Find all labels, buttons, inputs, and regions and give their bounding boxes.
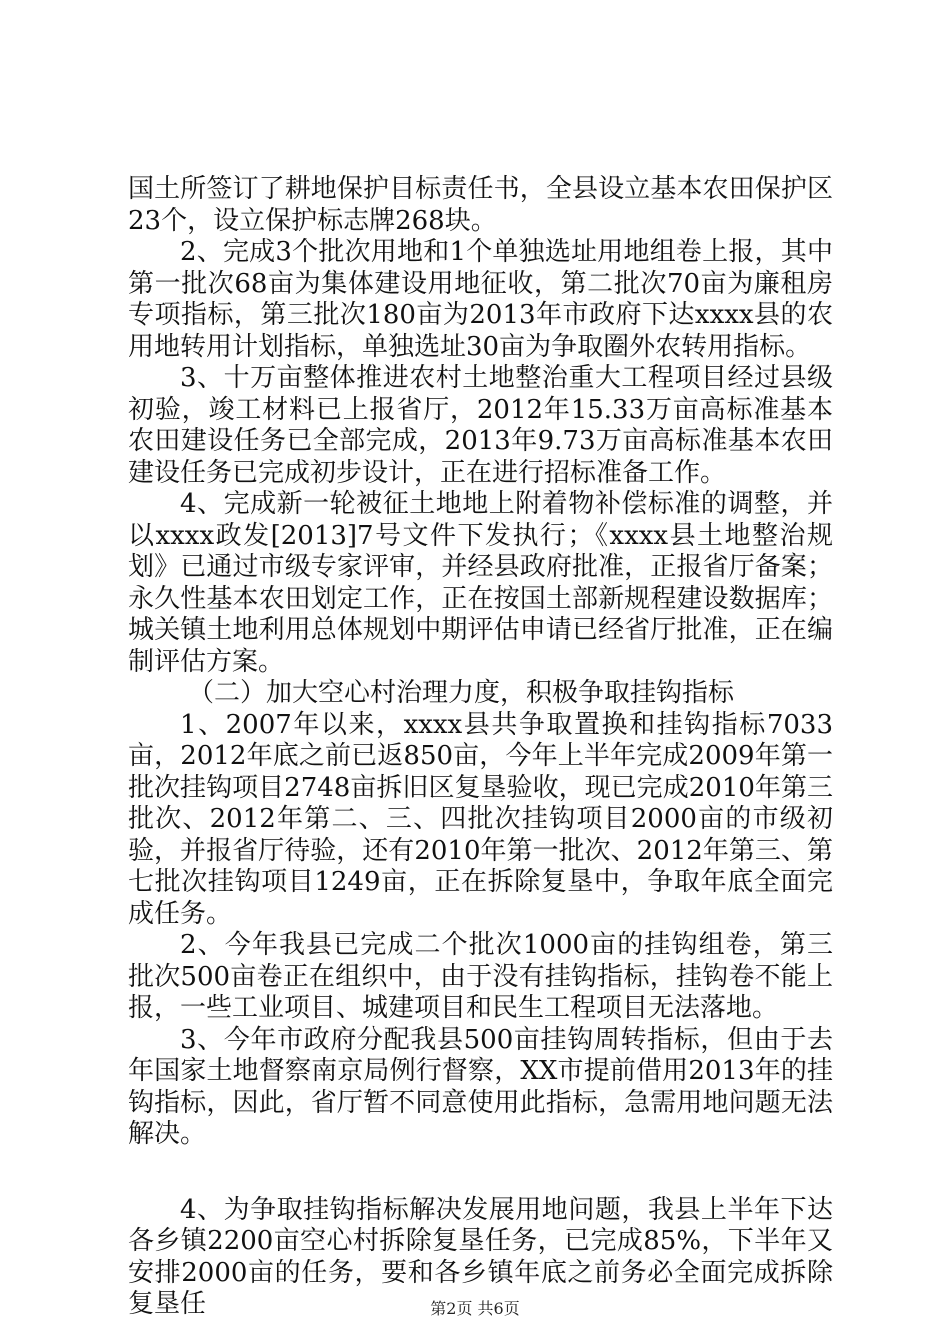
- paragraph-item-2: 2、完成3个批次用地和1个单独选址用地组卷上报，其中第一批次68亩为集体建设用地征收，第二批次70亩为廉租房专项指标，第三批次180亩为2013年市政府下达xxxx县的农用地转用计划指标，单独选址30亩为争取圈外农转用指标。: [128, 237, 833, 362]
- paragraph-continuation: 国土所签订了耕地保护目标责任书，全县设立基本农田保护区23个，设立保护标志牌268块。: [128, 174, 833, 236]
- paragraph-subitem-4: 4、为争取挂钩指标解决发展用地问题，我县上半年下达各乡镇2200亩空心村拆除复垦任务，已完成85%，下半年又安排2000亩的任务，要和各乡镇年底之前务必全面完成拆除复垦任: [128, 1194, 833, 1319]
- paragraph-subitem-3: 3、今年市政府分配我县500亩挂钩周转指标，但由于去年国家土地督察南京局例行督察，XX市提前借用2013年的挂钩指标，因此，省厅暂不同意使用此指标，急需用地问题无法解决。: [128, 1024, 833, 1149]
- paragraph-gap: [128, 1151, 833, 1195]
- paragraph-subitem-1: 1、2007年以来，xxxx县共争取置换和挂钩指标7033亩，2012年底之前已返850亩，今年上半年完成2009年第一批次挂钩项目2748亩拆旧区复垦验收，现已完成2010年第三批次、2012年第二、三、四批次挂钩项目2000亩的市级初验，并报省厅待验，还有2010年第一批次、2012年第三、第七批次挂钩项目1249亩，正在拆除复垦中，争取年底全面完成任务。: [128, 709, 833, 929]
- section-heading: （二）加大空心村治理力度，积极争取挂钩指标: [188, 678, 735, 708]
- paragraph-subitem-2: 2、今年我县已完成二个批次1000亩的挂钩组卷，第三批次500亩卷正在组织中，由于没有挂钩指标，挂钩卷不能上报，一些工业项目、城建项目和民生工程项目无法落地。: [128, 930, 833, 1023]
- page-number-footer: 第2页 共6页: [430, 1299, 520, 1318]
- paragraph-item-3: 3、十万亩整体推进农村土地整治重大工程项目经过县级初验，竣工材料已上报省厅，2012年15.33万亩高标准基本农田建设任务已全部完成，2013年9.73万亩高标准基本农田建设任务已完成初步设计，正在进行招标准备工作。: [128, 363, 833, 488]
- document-body: [128, 174, 833, 1321]
- paragraph-item-4: 4、完成新一轮被征土地地上附着物补偿标准的调整，并以xxxx政发[2013]7号文件下发执行；《xxxx县土地整治规划》已通过市级专家评审，并经县政府批准，正报省厅备案；永久性基本农田划定工作，正在按国土部新规程建设数据库；城关镇土地利用总体规划中期评估申请已经省厅批准，正在编制评估方案。: [128, 489, 833, 677]
